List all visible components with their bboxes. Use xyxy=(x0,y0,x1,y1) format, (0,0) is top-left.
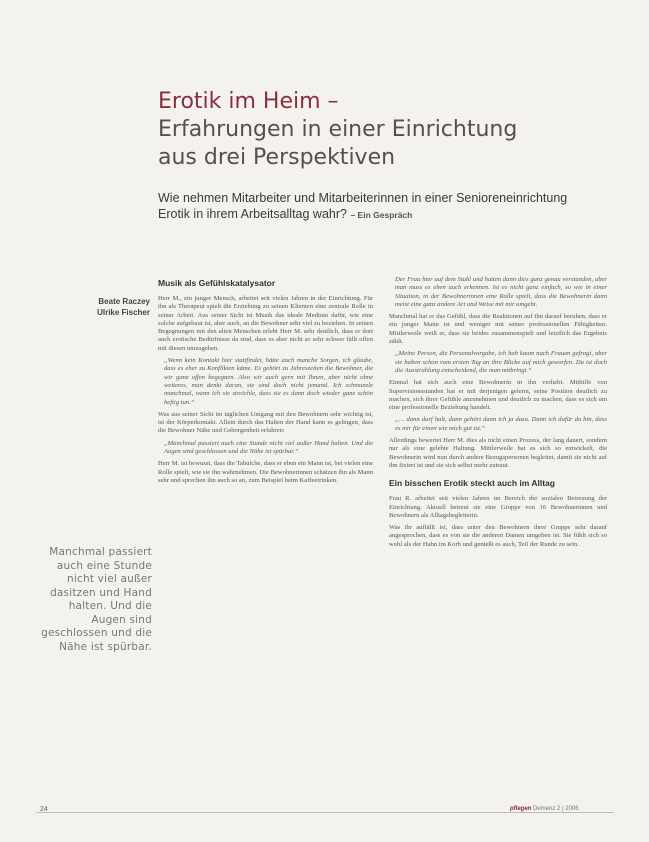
magazine-footer xyxy=(510,806,579,812)
article-title xyxy=(158,88,618,172)
page-number: 24 xyxy=(40,806,48,813)
body-paragraph: Herr M. ist bewusst, dass die Tabuiche, dass er eben ein Mann ist, bei vielen eine Rolle spielt, wie sie ihn wahrnehmen. Die Bewohnerinnen schätzen ihn als Mann sehr und sprechen ihn auch so an, zum Beispiel beim Kaffeetrinken. xyxy=(158,460,373,484)
body-paragraph: Herr M., ein junger Mensch, arbeitet seit vielen Jahren in der Einrichtung. Für ihn als Therapeut spielt die Erziehung zu seinen Klienten eine zentrale Rolle in seiner Arbeit. Aus seiner Sicht ist Musik das ideale Medium dafür, wie eine solche aufgebaut ist, aber auch, an die Bewohner sehr viel zu beziehen. In seinen Begegnungen mit den alten Menschen erlebt Herr M. sehr deutlich, dass er dort auch erotische Bedürfnisse da sind, dass es aber nicht so sehr schwer fällt offen mit diesen umzugehen. xyxy=(158,295,373,352)
section-heading: Ein bisschen Erotik steckt auch im Alltag xyxy=(389,478,555,489)
quote-paragraph: „Manchmal passiert auch eine Stunde nicht viel außer Hand halten. Und die Augen sind geschlossen und die Nähe ist spürbar.“ xyxy=(164,439,373,456)
title-line-3: aus drei Perspektiven xyxy=(158,145,396,170)
title-line-1: Erotik im Heim – xyxy=(158,89,339,114)
author-name: Ulrike Fischer xyxy=(97,308,150,317)
body-paragraph: Einmal hat sich auch eine Bewohnerin in ihn verliebt. Mithilfe von Supervisionsstunden hat er mit derjenigen gelernt, seine Position deutlich zu machen, sich ihrer Gefühle anzunehmen und deutlich zu machen, dass es sich um eine professionelle Beziehung handelt. xyxy=(389,379,607,412)
body-paragraph: Was aus seiner Sicht im täglichen Umgang mit den Bewohnern sehr wichtig ist, ist der Körperkontakt. Allein durch das Halten der Hand kann es gelingen, dass die Bewohner Nähe und Geborgenheit erfahren: xyxy=(158,410,373,435)
article-lead xyxy=(158,190,598,223)
magazine-name: pflegen xyxy=(510,806,532,812)
body-paragraph: Allerdings bewertet Herr M. dies als nicht einen Prozess, der lang dauert, sondern nur als eine gelebte Haltung. Mittlerweile hat es sich so entwickelt, die Bewohnerin wird nun durch andere Bezugspersonen begleitet, damit sie nicht auf ihn fixiert ist und sie sich selbst mehr zutraut. xyxy=(389,437,607,469)
title-line-2: Erfahrungen in einer Einrichtung xyxy=(158,117,518,142)
quote-paragraph: Der Frau hier auf dem Stuhl und hatten dann dies ganz genau verstanden, aber man muss es eben auch erkennen. Ist es nicht ganz einfach, so wie in einer Situation, in der Bewohnerinnen eine Rolle spielt, dass die Bewohnerin dann meist eine ganz andere Art und Weise mit mir umgeht. xyxy=(395,276,607,308)
lead-text: Wie nehmen Mitarbeiter und Mitarbeiterinnen in einer Senioreneinrichtung Erotik in ihrem Arbeitsalltag wahr? xyxy=(158,191,568,221)
lead-tag: – Ein Gespräch xyxy=(350,210,413,220)
author-name: Beate Raczey xyxy=(98,297,150,306)
text-column-right xyxy=(389,276,607,553)
body-paragraph: Manchmal hat er das Gefühl, dass die Reaktionen auf ihn darauf beruhen, dass er ein junger Mann ist und weniger mit seiner professionellen Fähigkeiten. Mittlerweile weiß er, dass sie beides zusammenspielt und letztlich das Ergebnis zählt. xyxy=(389,313,607,346)
quote-paragraph: „Wenn kein Kontakt hier stattfindet, hätte auch manche Sorgen, ich glaube, dass es eher zu Konflikten käme. Es gehört zu Jahreszeiten die Bewohner, die wir ganz offen begegnen. Also wir auch gern mit Ihnen, aber nicht ohne weiteres, man denkt daran, sie sind doch nicht jemand. Ich schmunzle manchmal, wenn ich sie streichle, dass sie es dann doch wieder ganz schön heftig tun.“ xyxy=(164,357,373,406)
magazine-issue: Demenz 2 | 2006 xyxy=(533,806,579,812)
quote-paragraph: „Meine Person, die Personalvorgabe, ich hab kaum nach Frauen gefragt, aber sie haben schon vom ersten Tag an ihre Blicke auf mich geworfen. Da ist doch die Ausstrahlung entscheidend, die man mitbringt.“ xyxy=(395,350,607,374)
pull-quote: Manchmal passiert auch eine Stunde nicht viel außer dasitzen und Hand halten. Und die Augen sind geschlossen und die Nähe ist spürbar. xyxy=(41,546,152,653)
author-block xyxy=(70,296,150,318)
body-paragraph: Frau R. arbeitet seit vielen Jahren im Bereich der sozialen Betreuung der Einrichtung. Aktuell betreut sie eine Gruppe von 16 Bewohnerinnen und Bewohnern als Alltagsbegleiterin. xyxy=(389,495,607,519)
quote-paragraph: „… dann darf halt, dann gehört dann ich ja dazu. Dann ich dafür da bin, dass es mir für einen wie mich gut ist.“ xyxy=(395,416,607,432)
body-paragraph: Was ihr auffällt ist, dass unter den Bewohnern ihrer Gruppe sehr darauf angesprochen, dass es von sie die anderen Damen umgeben ist. Sie fühlt sich so wohl als der Hahn im Korb und genießt es auch, Teil der Runde zu sein. xyxy=(389,524,607,548)
text-column-middle xyxy=(158,278,373,489)
section-heading: Musik als Gefühlskatalysator xyxy=(158,278,276,288)
footer-rule xyxy=(36,812,614,813)
